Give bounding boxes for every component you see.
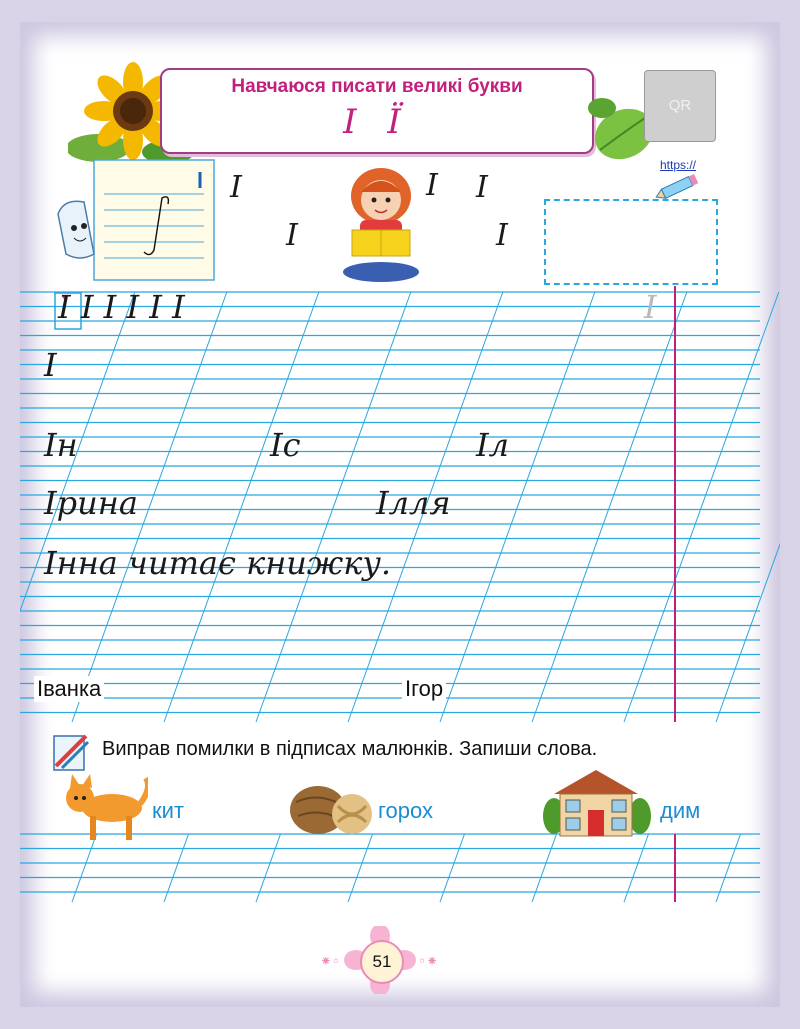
page-number: 51 [360,940,404,984]
practice-row-5: Інна читає книжку. [44,544,392,582]
slant-line [716,292,780,722]
house-icon [540,766,652,840]
practice-row-3c: Іл [476,426,510,464]
slant-line [532,292,687,722]
practice-row-3a: Ін [44,426,78,464]
label-ihor: Ігор [402,676,446,702]
answer-box[interactable] [544,199,718,285]
cat-icon [62,774,148,844]
label-ivanka: Іванка [34,676,104,702]
pencil-icon [654,174,702,200]
title-letters: І Ї [343,102,411,142]
slant-line [440,292,595,722]
slant-line [164,292,319,722]
page-title: Навчаюся писати великі букви [231,76,523,97]
task-instruction: Виправ помилки в підписах малюнків. Запиши слова. [102,738,598,760]
practice-row-4a: Ірина [44,484,138,522]
svg-text:⁕◦: ⁕◦ [320,954,340,970]
trace-letter: 𝐼 [426,168,438,203]
practice-row-2: І [44,346,57,384]
walnut-icon [286,782,376,840]
practice-row-3b: Іс [270,426,301,464]
resource-link[interactable]: https:// [660,158,697,172]
trace-letter-end: 𝐼 [644,288,657,326]
picture-word-3: дим [660,798,701,823]
workbook-page [20,22,780,1007]
picture-word-2: горох [378,798,433,823]
svg-text:◦⁕: ◦⁕ [418,954,438,970]
picture-word-1: кит [152,798,184,823]
reading-girl-icon [336,164,426,288]
title-banner [160,68,594,154]
practice-row-4b: Ілля [376,484,451,522]
trace-letter: 𝐼 [230,170,242,205]
trace-letter: 𝐼 [496,218,508,253]
slant-line [624,292,779,722]
write-task-icon [48,730,92,774]
qr-code-placeholder[interactable]: QR [644,70,716,142]
trace-letter: 𝐼 [476,170,488,205]
notebook-sheet-icon [50,154,220,286]
trace-letter: 𝐼 [286,218,298,253]
practice-row-1: І І І І І І [58,288,185,326]
